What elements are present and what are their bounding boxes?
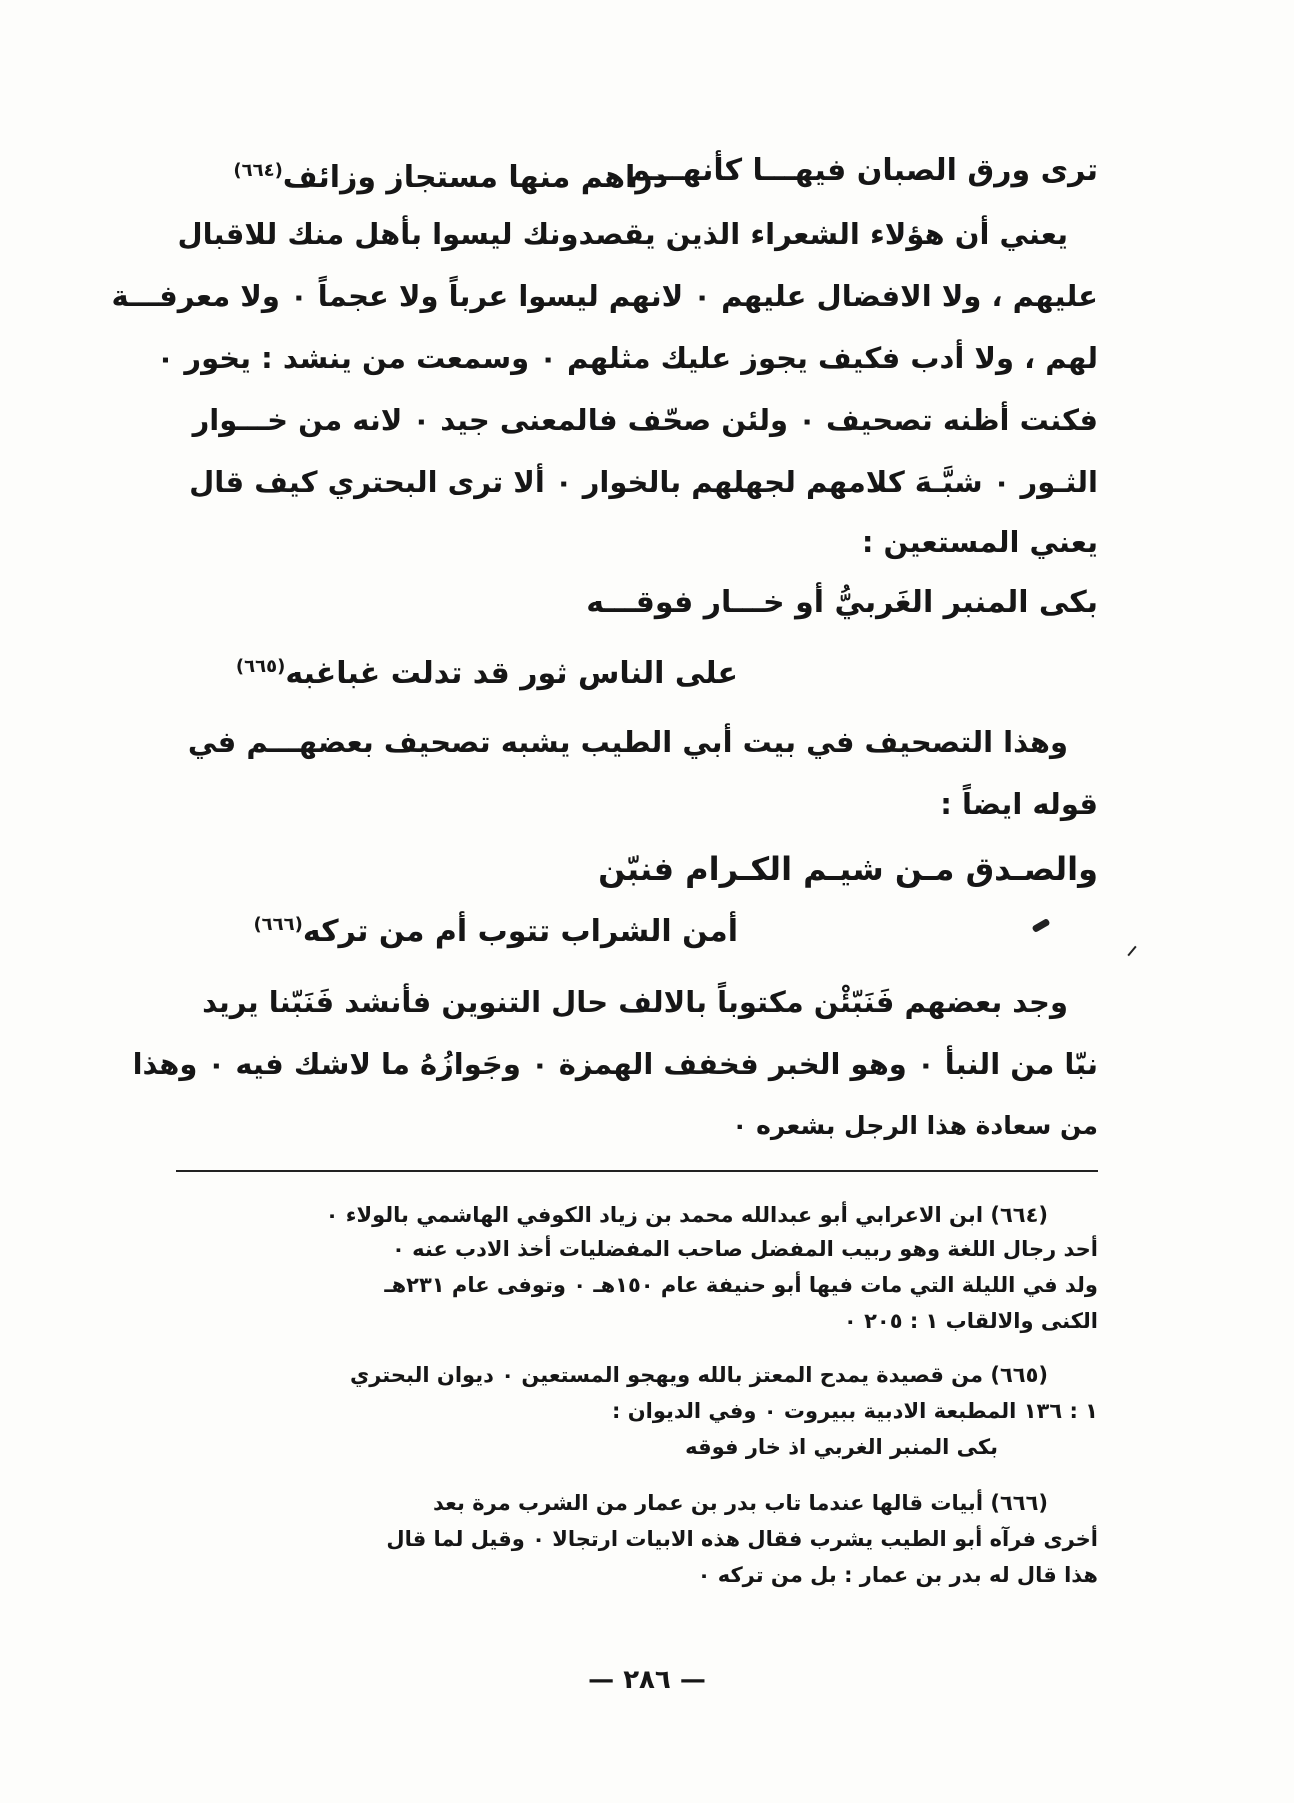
footnote-665-line-1: (٦٦٥) من قصيدة يمدح المعتز بالله ويهجو المستعين ٠ ديوان البحتري xyxy=(349,1363,1048,1387)
footnote-664-line-2: أحد رجال اللغة وهو ربيب المفضل صاحب المفضليات أخذ الادب عنه ٠ xyxy=(391,1237,1098,1261)
paragraph-1-line-4: فكنت أظنه تصحيف ٠ ولئن صحّف فالمعنى جيد ٠ لانه من خـــوار xyxy=(192,403,1098,437)
main-text xyxy=(111,0,1098,1170)
paragraph-2-line-2: قوله ايضاً : xyxy=(940,787,1098,821)
footnote-ref-664: (٦٦٤) xyxy=(233,160,283,181)
paragraph-2-line-1: وهذا التصحيف في بيت أبي الطيب يشبه تصحيف بعضهـــم في xyxy=(187,725,1068,759)
footnote-665-verse: بكى المنبر الغربي اذ خار فوقه xyxy=(685,1435,998,1459)
footnote-666-line-3: هذا قال له بدر بن عمار : بل من تركه ٠ xyxy=(697,1563,1098,1587)
footnote-666-line-1: (٦٦٦) أبيات قالها عندما تاب بدر بن عمار من الشرب مرة بعد xyxy=(433,1491,1048,1515)
footnote-665-line-2: ١ : ١٣٦ المطبعة الادبية ببيروت ٠ وفي الديوان : xyxy=(612,1399,1098,1423)
footnote-666-line-2: أخرى فرآه أبو الطيب يشرب فقال هذه الابيات ارتجالا ٠ وقيل لما قال xyxy=(386,1527,1098,1551)
verse-2-right-hemistich: بكى المنبر الغَربيُّ أو خـــار فوقـــه xyxy=(586,585,1098,620)
paragraph-1-line-6: يعني المستعين : xyxy=(861,525,1098,559)
page-number: — ٢٨٦ — xyxy=(588,1665,706,1695)
paragraph-3-line-2: نبّا من النبأ ٠ وهو الخبر فخفف الهمزة ٠ وجَوازُهُ ما لاشك فيه ٠ وهذا xyxy=(132,1047,1098,1081)
footnote-664-line-1: (٦٦٤) ابن الاعرابي أبو عبدالله محمد بن زياد الكوفي الهاشمي بالولاء ٠ xyxy=(325,1203,1048,1227)
paragraph-1-line-5: الثـور ٠ شبَّـهَ كلامهم لجهلهم بالخوار ٠ ألا ترى البحتري كيف قال xyxy=(189,465,1098,499)
footnotes xyxy=(178,1170,1098,1650)
ink-mark xyxy=(1127,946,1136,956)
footnote-ref-665: (٦٦٥) xyxy=(235,656,286,677)
paragraph-1-line-3: لهم ، ولا أدب فكيف يجوز عليك مثلهم ٠ وسمعت من ينشد : يخور ٠ xyxy=(156,341,1098,375)
paragraph-1-line-2: عليهم ، ولا الافضال عليهم ٠ لانهم ليسوا عرباً ولا عجماً ٠ ولا معرفـــة xyxy=(111,279,1098,313)
footnote-ref-666: (٦٦٦) xyxy=(253,914,303,935)
footnote-664-line-3: ولد في الليلة التي مات فيها أبو حنيفة عام ١٥٠هـ ٠ وتوفى عام ٢٣١هـ xyxy=(384,1273,1098,1297)
paragraph-1-line-1: يعني أن هؤلاء الشعراء الذين يقصدونك ليسوا بأهل منك للاقبال xyxy=(177,217,1068,251)
paragraph-3-line-1: وجد بعضهم فَنَبّئْن مكتوباً بالالف حال التنوين فأنشد فَنَبّنا يريد xyxy=(202,985,1068,1019)
verse-3-left-hemistich: أمن الشراب تتوب أم من تركه$^{(٦٦٦)}$ xyxy=(253,914,738,949)
verse-2-left-hemistich: على الناس ثور قد تدلت غباغبه$^{(٦٦٥)}$ xyxy=(235,656,738,691)
paragraph-3-line-3: من سعادة هذا الرجل بشعره ٠ xyxy=(732,1111,1098,1140)
verse-1-right-hemistich: ترى ورق الصبان فيهـــا كأنهـــم xyxy=(628,153,1098,188)
verse-1-left-hemistich: دراهم منها مستجاز وزائف$^{(٦٦٤)}$ xyxy=(233,160,668,195)
verse-3-right-hemistich: والصـدق مـن شيـم الكـرام فنبّن xyxy=(598,850,1098,888)
footnote-664-line-4: الكنى والالقاب ١ : ٢٠٥ ٠ xyxy=(843,1309,1098,1333)
